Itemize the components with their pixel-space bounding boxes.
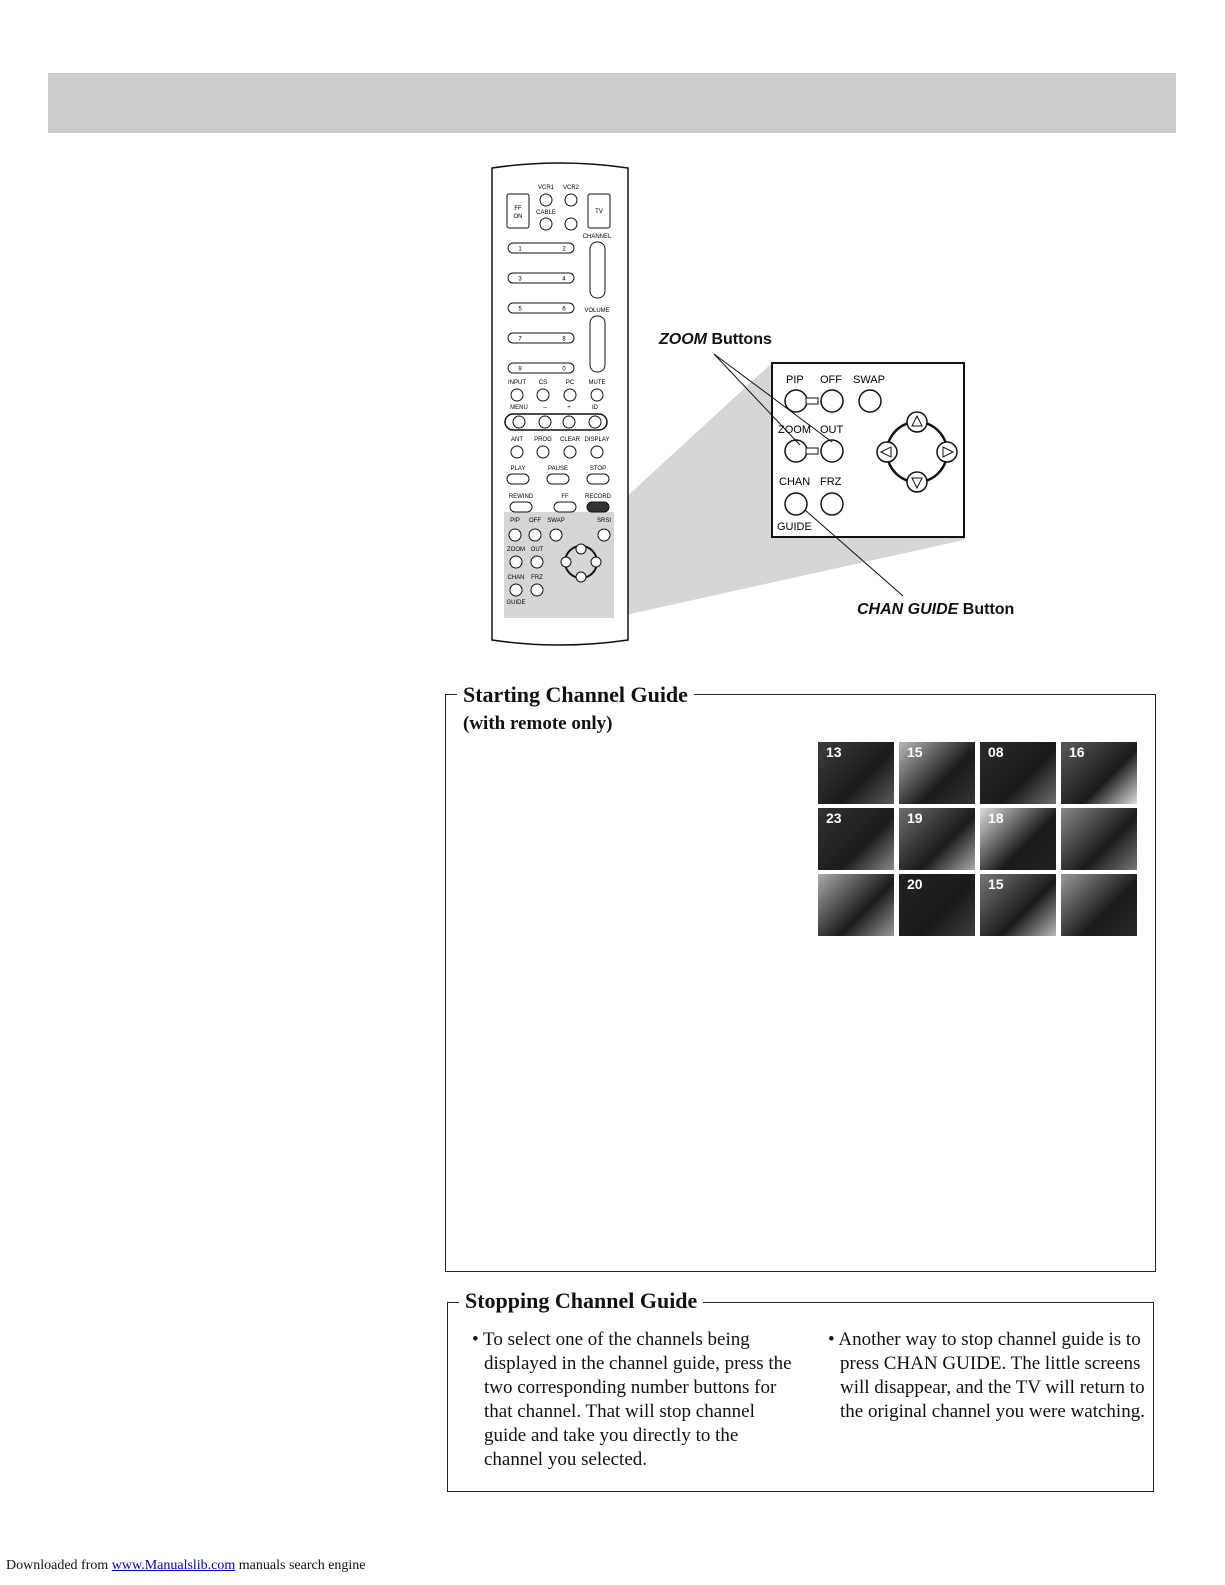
panel-frz-button[interactable] [821, 493, 843, 515]
input-row-2-button[interactable] [564, 389, 576, 401]
input-row-1-button[interactable] [537, 389, 549, 401]
panel-pip-button[interactable] [785, 390, 807, 412]
panel-chan-label: CHAN [779, 476, 811, 488]
ant-row-0-button[interactable] [511, 446, 523, 458]
rewind-row-0-label: REWIND [508, 494, 534, 500]
play-row-2-button[interactable] [587, 474, 609, 484]
input-row-3-button[interactable] [591, 389, 603, 401]
pip-row-2-label: SWAP [547, 518, 565, 524]
channel-thumbnail [818, 808, 894, 870]
panel-guide-label: GUIDE [777, 521, 812, 533]
play-row-1-label: PAUSE [548, 466, 568, 472]
play-row-2-label: STOP [589, 466, 607, 472]
starting-guide-title: Starting Channel Guide [457, 682, 694, 708]
zoom-row-0-label: ZOOM [507, 547, 525, 553]
channel-thumbnail [818, 742, 894, 804]
ant-row-3-button[interactable] [591, 446, 603, 458]
ant-row-1-label: PROG [534, 437, 552, 443]
channel-thumbnail [899, 808, 975, 870]
panel-swap-button[interactable] [859, 390, 881, 412]
channel-thumbnail [1061, 808, 1137, 870]
rewind-row-1-label: FF [561, 494, 569, 500]
thumbnail-channel-number: 15 [907, 744, 923, 760]
vcr1-label: VCR1 [537, 185, 555, 191]
menu-row-0-button[interactable] [513, 416, 525, 428]
thumbnail-channel-number: 08 [988, 744, 1004, 760]
pip-row-1-label: OFF [529, 518, 541, 524]
rewind-row-1-button[interactable] [554, 502, 576, 512]
ant-row-2-label: CLEAR [559, 437, 581, 443]
number-8-label: 8 [562, 336, 566, 343]
ant-row-3-label: DISPLAY [584, 437, 610, 443]
zoom-row-1-button[interactable] [531, 556, 543, 568]
pip-row-0-button[interactable] [509, 529, 521, 541]
ant-row-0-label: ANT [511, 437, 523, 443]
panel-chan-guide-button[interactable] [785, 493, 807, 515]
svg-text:ON: ON [513, 214, 523, 220]
remote-illustration [0, 0, 1225, 660]
rewind-row-2-button[interactable] [587, 502, 609, 512]
tv-label: TV [595, 209, 603, 215]
number-6-label: 6 [562, 306, 566, 313]
channel-thumbnail [899, 874, 975, 936]
menu-row-2-button[interactable] [563, 416, 575, 428]
stopping-col-2: • Another way to stop channel guide is to press CHAN GUIDE. The little screens will disappear, and the TV will return to the original channel you were watching. [828, 1329, 1145, 1422]
number-1-label: 1 [518, 246, 522, 253]
channel-thumbnail [980, 808, 1056, 870]
play-row-0-button[interactable] [507, 474, 529, 484]
stopping-guide-title: Stopping Channel Guide [459, 1288, 703, 1314]
number-3-label: 3 [518, 276, 522, 283]
ant-row-1-button[interactable] [537, 446, 549, 458]
svg-text:FF: FF [514, 206, 522, 212]
vcr1-button[interactable] [540, 194, 552, 206]
volume-label: VOLUME [584, 308, 610, 314]
panel-zoom-label: ZOOM [778, 424, 811, 436]
thumbnail-channel-number: 13 [826, 744, 842, 760]
input-row-2-label: PC [565, 380, 575, 386]
channel-thumbnail [899, 742, 975, 804]
thumbnail-channel-number: 15 [988, 876, 1004, 892]
cable-label: CABLE [536, 210, 556, 216]
blank-button[interactable] [565, 218, 577, 230]
channel-thumbnail [1061, 874, 1137, 936]
panel-off-label: OFF [820, 374, 842, 386]
thumbnail-channel-number: 18 [988, 810, 1004, 826]
rewind-row-0-button[interactable] [510, 502, 532, 512]
channel-label: CHANNEL [582, 234, 612, 240]
pip-row-2-button[interactable] [550, 529, 562, 541]
play-row-1-button[interactable] [547, 474, 569, 484]
starting-guide-subtitle: (with remote only) [463, 713, 613, 734]
ant-row-2-button[interactable] [564, 446, 576, 458]
menu-row-0-label: MENU [510, 405, 528, 411]
manualslib-link[interactable]: www.Manualslib.com [111, 1558, 236, 1573]
menu-row-3-button[interactable] [589, 416, 601, 428]
chan-row-0-label: CHAN [507, 575, 525, 581]
thumbnail-channel-number: 19 [907, 810, 923, 826]
number-9-label: 9 [518, 366, 522, 373]
volume-rocker[interactable] [590, 316, 605, 372]
menu-row-1-button[interactable] [539, 416, 551, 428]
play-row-0-label: PLAY [510, 466, 526, 472]
channel-thumbnail [980, 742, 1056, 804]
input-row-0-label: INPUT [508, 380, 526, 386]
number-0-label: 0 [562, 366, 566, 373]
pip-row-3-button[interactable] [598, 529, 610, 541]
menu-row-3-label: ID [592, 405, 598, 411]
stopping-col-1: • To select one of the channels being displayed in the channel guide, press the two corresponding number buttons for that channel. That will stop channel guide and take you directly to the channel you selected. [472, 1329, 792, 1470]
input-row-0-button[interactable] [511, 389, 523, 401]
thumbnail-channel-number: 20 [907, 876, 923, 892]
vcr2-label: VCR2 [562, 185, 580, 191]
vcr2-button[interactable] [565, 194, 577, 206]
chan-guide-callout: CHAN GUIDE Button [857, 601, 1015, 618]
panel-zoom-out-button[interactable] [821, 440, 843, 462]
cable-button[interactable] [540, 218, 552, 230]
panel-frz-label: FRZ [820, 476, 842, 488]
remote-guide-label: GUIDE [506, 600, 526, 606]
channel-rocker[interactable] [590, 242, 605, 298]
panel-pip-label: PIP [786, 374, 804, 386]
rewind-row-2-label: RECORD [584, 494, 612, 500]
input-row-3-label: MUTE [588, 380, 606, 386]
menu-row-1-label: – [543, 405, 547, 411]
thumbnail-channel-number: 23 [826, 810, 842, 826]
menu-row-2-label: + [567, 405, 571, 411]
panel-swap-label: SWAP [853, 374, 885, 386]
panel-out-label: OUT [820, 424, 844, 436]
pip-row-1-button[interactable] [529, 529, 541, 541]
number-5-label: 5 [518, 306, 522, 313]
panel-off-button[interactable] [821, 390, 843, 412]
number-7-label: 7 [518, 336, 522, 343]
channel-thumbnail [1061, 742, 1137, 804]
number-2-label: 2 [562, 246, 566, 253]
pip-row-3-label: SRSI [596, 518, 612, 524]
chan-row-1-button[interactable] [531, 584, 543, 596]
zoom-row-1-label: OUT [530, 547, 544, 553]
channel-thumbnail [980, 874, 1056, 936]
thumbnail-channel-number: 16 [1069, 744, 1085, 760]
number-4-label: 4 [562, 276, 566, 283]
zoom-buttons-callout: ZOOM Buttons [659, 331, 772, 348]
chan-row-1-label: FRZ [531, 575, 543, 581]
panel-zoom-in-button[interactable] [785, 440, 807, 462]
zoom-row-0-button[interactable] [510, 556, 522, 568]
channel-thumbnail [818, 874, 894, 936]
footer: Downloaded from www.Manualslib.com manuals search engine [6, 1558, 366, 1573]
chan-row-0-button[interactable] [510, 584, 522, 596]
pip-row-0-label: PIP [510, 518, 520, 524]
input-row-1-label: CS [538, 380, 548, 386]
